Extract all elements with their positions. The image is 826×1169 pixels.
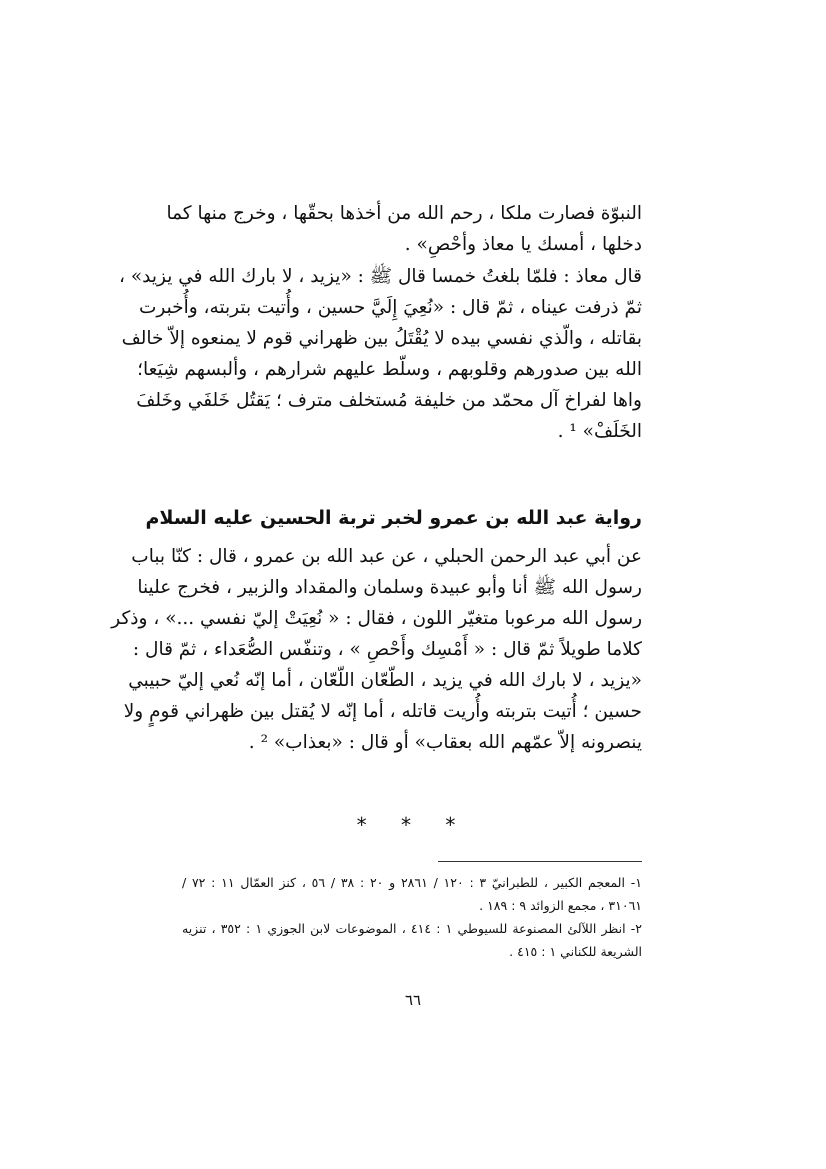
section-heading: رواية عبد الله بن عمرو لخبر تربة الحسين عليه السلام: [145, 507, 642, 529]
text-line: كلاما طويلاً ثمّ قال : « أَمْسِك وأَحْصِ » ، وتنفّس الصُّعَداء ، ثمّ قال :: [132, 639, 642, 660]
text-line: الله بين صدورهم وقلوبهم ، وسلّط عليهم شرارهم ، وألبسهم شِيَعا؛: [137, 359, 642, 380]
page-number: ٦٦: [404, 991, 422, 1009]
text-line: الخَلَفْ» ¹ .: [557, 421, 642, 442]
section-divider: * * *: [356, 813, 470, 837]
text-line: ينصرونه إلاّ عمّهم الله بعقاب» أو قال : «بعذاب» ² .: [248, 732, 642, 753]
text-line: واها لفراخ آل محمّد من خليفة مُستخلف مترف ؛ يَقتُل خَلفَي وخَلفَ: [136, 390, 642, 411]
footnote-line: ٣١٠٦١ ، مجمع الزوائد ٩ : ١٨٩ .: [479, 898, 642, 913]
text-line: رسول الله مرعوبا متغيّر اللون ، فقال : « نُعِيَتْ إليّ نفسي ...» ، وذكر: [111, 608, 642, 629]
text-line: رسول الله ﷺ أنا وأبو عبيدة وسلمان والمقداد والزبير ، فخرج علينا: [137, 577, 642, 598]
footnotes: [182, 871, 642, 963]
text-line: عن أبي عبد الرحمن الحبلي ، عن عبد الله بن عمرو ، قال : كنّا بباب: [131, 546, 642, 567]
footnote-separator: [438, 861, 642, 862]
footnote-line: الشريعة للكناني ١ : ٤١٥ .: [509, 944, 642, 959]
text-line: بقاتله ، والّذي نفسي بيده لا يُقْتَلُ بين ظهراني قوم لا يمنعوه إلاّ خالف: [121, 328, 642, 349]
paragraph-3: [111, 541, 642, 758]
paragraph-2: [118, 261, 642, 447]
text-line: دخلها ، أمسك يا معاذ وأحْصِ» .: [404, 234, 642, 255]
text-line: «يزيد ، لا بارك الله في يزيد ، الطّعّان اللّعّان ، أما إنّه نُعي إليّ حبيبي: [128, 670, 642, 691]
footnote-line: ١- المعجم الكبير ، للطبرانيّ ٣ : ١٢٠ / ٢٨٦١ و ٢٠ : ٣٨ / ٥٦ ، كنز العمّال ١١ : ٧٢ /: [182, 875, 642, 890]
text-line: حسين ؛ أُتيت بتربته وأُريت قاتله ، أما إنّه لا يُقتل بين ظهراني قومٍ ولا: [123, 701, 642, 722]
footnote-line: ٢- انظر اللآلئ المصنوعة للسيوطي ١ : ٤١٤ ، الموضوعات لابن الجوزي ١ : ٣٥٢ ، تنزيه: [182, 921, 642, 936]
text-line: النبوّة فصارت ملكا ، رحم الله من أخذها بحقّها ، وخرج منها كما: [166, 203, 642, 224]
text-line: قال معاذ : فلمّا بلغتُ خمسا قال ﷺ : «يزيد ، لا بارك الله في يزيد» ،: [118, 266, 642, 287]
text-line: ثمّ ذرفت عيناه ، ثمّ قال : «نُعِيَ إِلَيَّ حسين ، وأُتيت بتربته، وأُخبرت: [138, 297, 642, 318]
paragraph-1: [166, 198, 642, 260]
